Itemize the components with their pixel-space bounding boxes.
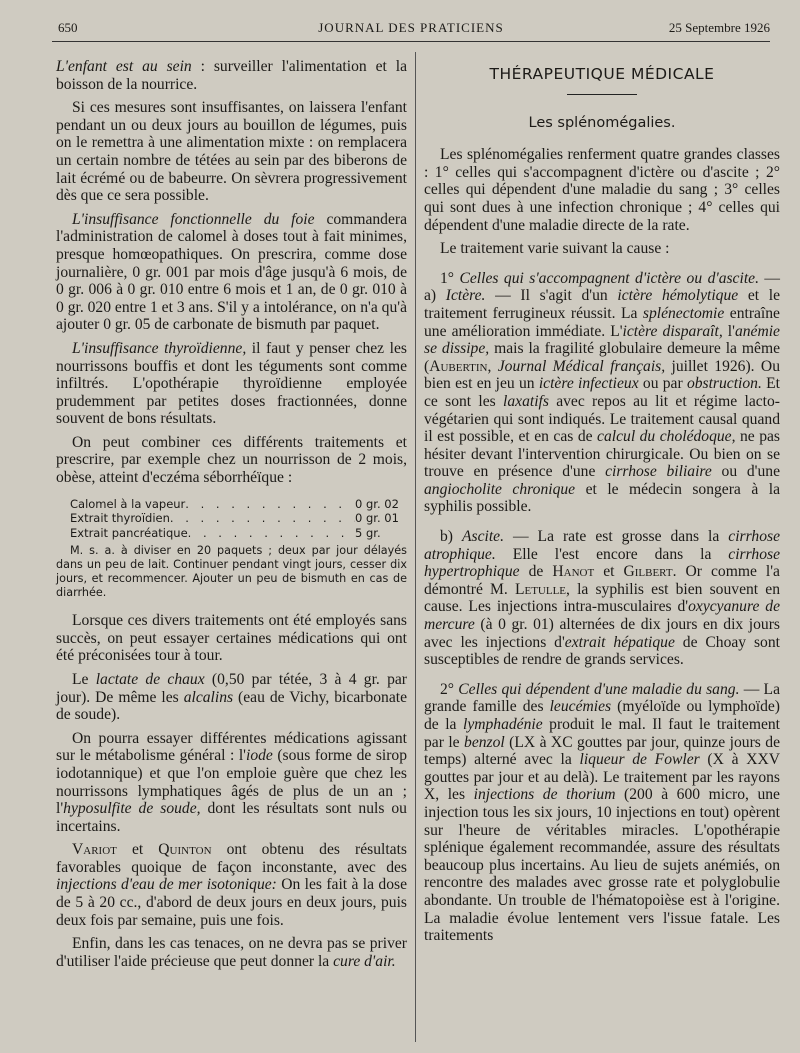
paragraph: b) Ascite. — La rate est grosse dans la cirrhose atrophique. Elle l'est encore dans la cirrhose hypertrophique de Hanot et Gilbert. Or comme l'a démontré M. Letulle, la syphilis est bien souvent en cause. Les injections intra-musculaires d'oxycyanure de mercure (à 0 gr. 01) alternées de dix jours en dix jours avec les injections d'extrait hépatique de Choay sont susceptibles de rendre de grands services. — [424, 528, 781, 669]
journal-title: JOURNAL DES PRATICIENS — [318, 20, 504, 35]
prescription-item: Extrait pancréatique . . . 5 gr. — [70, 526, 407, 541]
paragraph: On pourra essayer différentes médications agissant sur le métabolisme général : l'iode (sous forme de sirop iodotannique) et que l'on emploie guère que chez les nourrissons lymphatiques âgés de plus de un an ; l'hyposulfite de soude, dont les résultats sont nuls ou incertains. — [56, 729, 408, 835]
left-column — [56, 58, 407, 970]
page-number: 650 — [58, 20, 78, 35]
paragraph: Le lactate de chaux (0,50 par tétée, 3 à 4 gr. par jour). De même les alcalins (eau de Vichy, bicarbonate de soude). — [56, 670, 407, 724]
paragraph: Si ces mesures sont insuffisantes, on laissera l'enfant pendant un ou deux jours au bouillon de légumes, puis on le remettra à une alimentation mixte : on remplacera un certain nombre de tétées au sein par des biberons de lait écrémé ou de babeurre. On sèvrera progressivement dès que ce sera possible. — [56, 99, 407, 205]
paragraph: L'insuffisance thyroïdienne, il faut y penser chez les nourrissons bouffis et dont les téguments sont comme infiltrés. L'opothérapie thyroïdienne employée prudemment par petites doses fractionnées, donne souvent de bons résultats. — [56, 339, 407, 428]
page-header — [52, 16, 770, 42]
prescription-note: M. s. a. à diviser en 20 paquets ; deux par jour délayés dans un peu de lait. Continuer pendant vingt jours, cesser dix jours, et recommencer. Ajouter un peu de bismuth en cas de diarrhée. — [56, 544, 407, 600]
paragraph: On peut combiner ces différents traitements et prescrire, par exemple chez un nourrisson de 2 mois, obèse, atteint d'eczéma séborrhéïque : — [56, 433, 407, 487]
paragraph: Variot et Quinton ont obtenu des résultats favorables quoique de façon inconstante, avec des injections d'eau de mer isotonique: On les fait à la dose de 5 à 20 cc., d'abord de deux jours en deux jours, puis deux fois par semaine, puis une fois. — [56, 841, 407, 929]
prescription-item: Calomel à la vapeur . . . 0 gr. 02 — [70, 497, 407, 512]
paragraph: Les splénomégalies renferment quatre grandes classes : 1° celles qui s'accompagnent d'ictère ou d'ascite ; 2° celles qui dépendent d'une maladie du sang ; 3° celles qui sont dues à une infection chronique ; 4° celles qui dépendent d'une maladie directe de la rate. — [424, 146, 780, 234]
column-divider — [415, 52, 416, 1042]
prescription-item: Extrait thyroïdien . . . 0 gr. 01 — [70, 511, 407, 526]
issue-date: 25 Septembre 1926 — [668, 20, 770, 35]
section-title: THÉRAPEUTIQUE MÉDICALE — [489, 65, 715, 83]
paragraph: Lorsque ces divers traitements ont été employés sans succès, on peut essayer certaines médications qui ont été préconisées tour à tour. — [56, 612, 407, 665]
paragraph: L'insuffisance fonctionnelle du foie commandera l'administration de calomel à doses tout à fait minimes, presque homœopathiques. On prescrira, comme dose journalière, 0 gr. 001 par mois d'âge jusqu'à 6 mois, de 0 gr. 006 à 0 gr. 010 entre 6 mois et 1 an, de 0 gr. 010 à 0 gr. 020 entre 1 et 3 ans. S'il y a intolérance, on n'a qu'à ajouter 0 gr. 05 de carbonate de bismuth par paquet. — [56, 210, 407, 334]
paragraph: Le traitement varie suivant la cause : — [440, 240, 670, 258]
paragraph: 1° Celles qui s'accompagnent d'ictère ou d'ascite. — a) Ictère. — Il s'agit d'un ictère hémolytique et le traitement ferrugineux réussit. La splénectomie entraîne une amélioration immédiate. L'ictère disparaît, l'anémie se dissipe, mais la fragilité globulaire demeure la même (Aubertin, Journal Médical français, juillet 1926). Ou bien est en jeu un ictère infectieux ou par obstruction. Et ce sont les laxatifs avec repos au lit et régime lacto-végétarien qui sont indiqués. Le traitement causal quand il est possible, et en cas de calcul du cholédoque, ne pas hésiter devant l'intervention chirurgicale. Ou bien on se trouve en présence d'une cirrhose biliaire ou d'une angiocholite chronique et le médecin songera à la syphilis possible. — [424, 269, 781, 516]
paragraph: L'enfant est au sein : surveiller l'alimentation et la boisson de la nourrice. — [56, 58, 407, 93]
right-column — [424, 58, 780, 945]
paragraph: 2° Celles qui dépendent d'une maladie du sang. — La grande famille des leucémies (myéloïde ou lymphoïde) de la lymphadénie produit le mal. Il faut le traitement par le benzol (LX à XC gouttes par jour, quinze jours de temps) alterné avec la liqueur de Fowler (X à XXV gouttes par jour et au delà). Le traitement par les rayons X, les injections de thorium (200 à 600 micro, une injection tous les six jours, 10 injections en tout) opèrent sur l'heure de véritables miracles. L'opothérapie splénique également recommandée, assure des résultats beaucoup plus incertains. Au lieu de sujets anémiés, on rencontre des malades avec grosse rate et polyglobulie abondante. Un trouble de l'hématopoièse est à l'origine. La maladie évolue lentement vers l'issue fatale. Les traitements — [424, 680, 780, 945]
header-rule — [52, 41, 770, 42]
paragraph: Enfin, dans les cas tenaces, on ne devra pas se priver d'utiliser l'aide précieuse que peut donner la cure d'air. — [56, 935, 407, 970]
title-rule — [567, 94, 637, 95]
article-title: Les splénomégalies. — [528, 114, 676, 131]
prescription-list — [70, 497, 407, 541]
